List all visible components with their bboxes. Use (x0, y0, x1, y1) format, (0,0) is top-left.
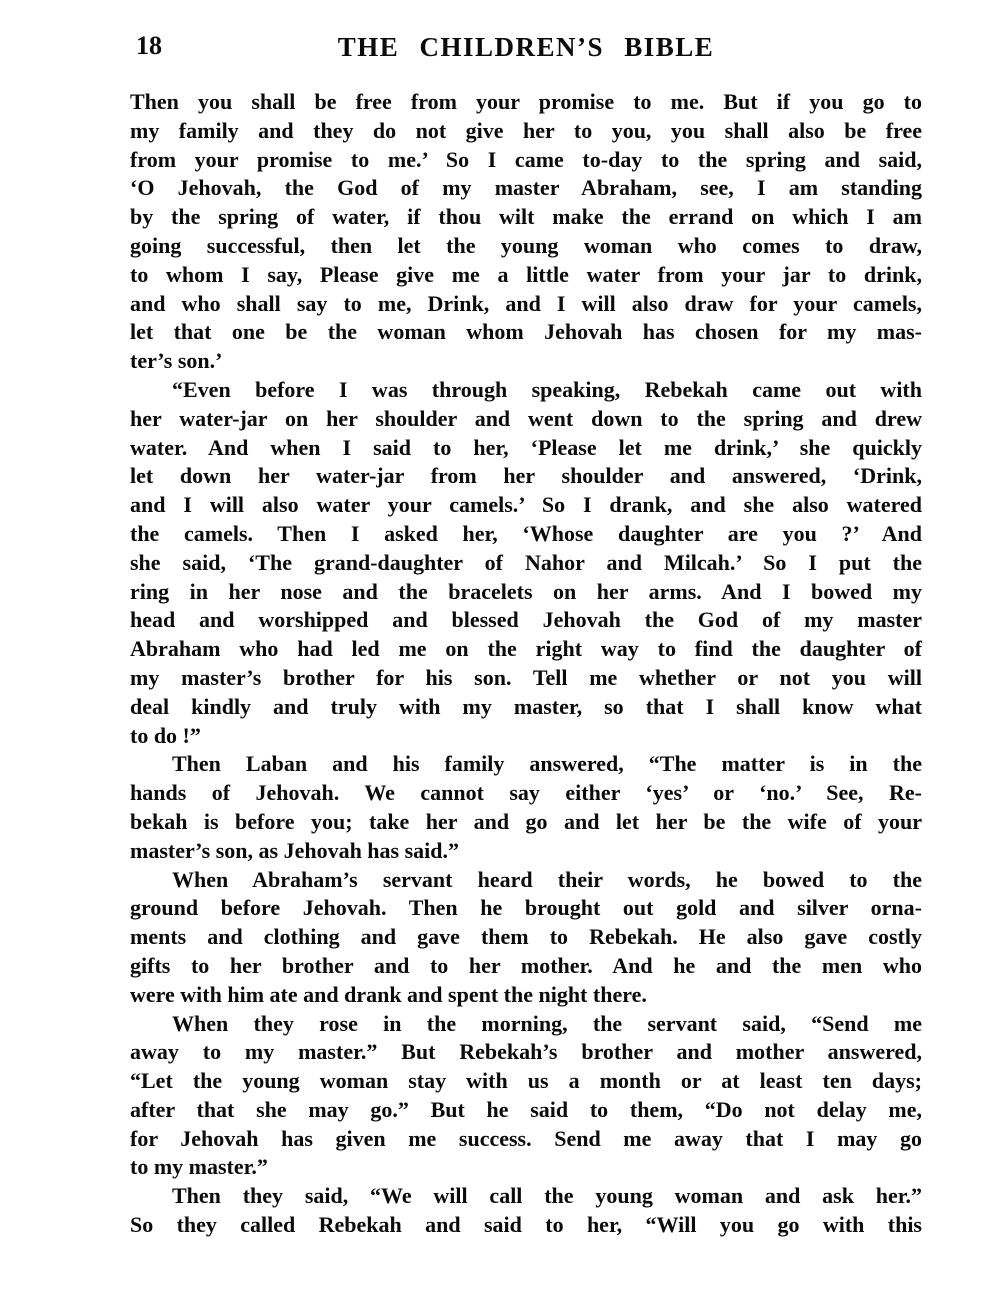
text-line: my master’s brother for his son. Tell me whether or not you will (130, 664, 922, 690)
paragraph (130, 88, 922, 376)
text-line: and who shall say to me, Drink, and I will also draw for your camels, (130, 290, 922, 316)
text-line: let down her water-jar from her shoulder and answered, ‘Drink, (130, 463, 922, 489)
paragraph (130, 750, 922, 865)
text-column (130, 0, 922, 1240)
text-line: head and worshipped and blessed Jehovah the God of my master (130, 607, 922, 633)
paragraph (130, 866, 922, 1010)
page-number: 18 (136, 31, 162, 60)
text-line: ments and clothing and gave them to Rebekah. He also gave costly (130, 924, 922, 950)
text-line: Then Laban and his family answered, “The matter is in the (172, 751, 922, 777)
text-line: to whom I say, Please give me a little water from your jar to drink, (130, 261, 922, 287)
paragraph (130, 376, 922, 750)
text-line: my family and they do not give her to you, you shall also be free (130, 117, 922, 143)
text-line: ‘O Jehovah, the God of my master Abraham, see, I am standing (130, 175, 922, 201)
text-line: water. And when I said to her, ‘Please let me drink,’ she quickly (130, 434, 922, 460)
text-line: away to my master.” But Rebekah’s brother and mother answered, (130, 1039, 922, 1065)
text-line: after that she may go.” But he said to them, “Do not delay me, (130, 1096, 922, 1122)
text-block (130, 88, 922, 1240)
text-line: her water-jar on her shoulder and went down to the spring and drew (130, 405, 922, 431)
text-line: hands of Jehovah. We cannot say either ‘yes’ or ‘no.’ See, Re- (130, 780, 922, 806)
paragraph (130, 1182, 922, 1240)
text-line: by the spring of water, if thou wilt make the errand on which I am (130, 204, 922, 230)
text-line: “Let the young woman stay with us a month or at least ten days; (130, 1068, 922, 1094)
text-line: ter’s son.’ (130, 348, 223, 374)
paragraph (130, 1010, 922, 1183)
text-line: So they called Rebekah and said to her, “Will you go with this (130, 1212, 922, 1238)
text-line: deal kindly and truly with my master, so that I shall know what (130, 693, 922, 719)
text-line: were with him ate and drank and spent the night there. (130, 981, 647, 1007)
text-line: Abraham who had led me on the right way to find the daughter of (130, 636, 922, 662)
text-line: Then you shall be free from your promise to me. But if you go to (130, 89, 922, 114)
text-line: When Abraham’s servant heard their words, he bowed to the (172, 866, 922, 892)
text-line: from your promise to me.’ So I came to-day to the spring and said, (130, 146, 922, 172)
page-header (130, 0, 922, 64)
text-line: let that one be the woman whom Jehovah has chosen for my mas- (130, 319, 922, 345)
text-line: Then they said, “We will call the young woman and ask her.” (172, 1183, 922, 1209)
text-line: master’s son, as Jehovah has said.” (130, 837, 460, 863)
text-line: for Jehovah has given me success. Send me away that I may go (130, 1125, 922, 1151)
text-line: to do !” (130, 722, 201, 748)
text-line: ring in her nose and the bracelets on her arms. And I bowed my (130, 578, 922, 604)
text-line: and I will also water your camels.’ So I drank, and she also watered (130, 492, 922, 518)
text-line: to my master.” (130, 1154, 268, 1180)
text-line: When they rose in the morning, the servant said, “Send me (172, 1010, 922, 1036)
text-line: going successful, then let the young woman who comes to draw, (130, 232, 922, 258)
text-line: “Even before I was through speaking, Rebekah came out with (172, 376, 922, 402)
text-line: ground before Jehovah. Then he brought out gold and silver orna- (130, 895, 922, 921)
text-line: bekah is before you; take her and go and let her be the wife of your (130, 808, 922, 834)
page-title: THE CHILDREN’S BIBLE (337, 32, 715, 62)
text-line: gifts to her brother and to her mother. And he and the men who (130, 952, 922, 978)
text-line: she said, ‘The grand-daughter of Nahor and Milcah.’ So I put the (130, 549, 922, 575)
text-line: the camels. Then I asked her, ‘Whose daughter are you ?’ And (130, 520, 922, 546)
